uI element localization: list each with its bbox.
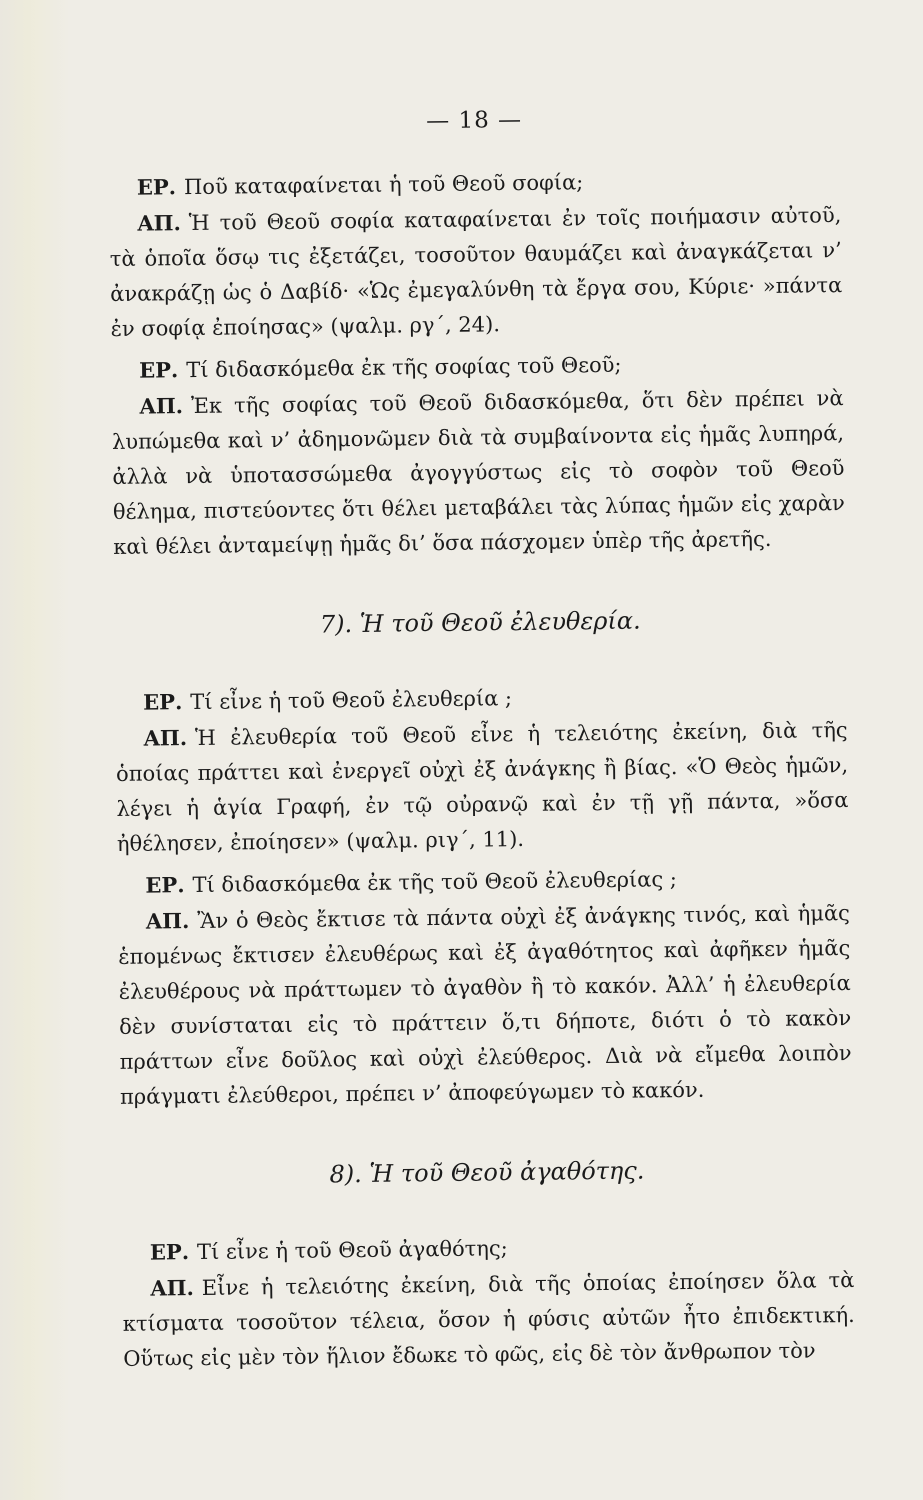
page-fold-shadow [0, 0, 70, 1500]
answer-text: Ἂν ὁ Θεὸς ἔκτισε τὰ πάντα οὐχὶ ἐξ ἀνάγκης τινός, καὶ ἡμᾶς ἑπομένως ἔκτισεν ἐλευθέρως καὶ ἐξ ἀγαθότητος καὶ ἀφῆκεν ἡμᾶς ἐλευθέρους νὰ πράττωμεν τὸ ἀγαθὸν ἢ τὸ κακόν. Ἀλλ’ ἡ ἐλευθερία δὲν συνίσταται εἰς τὸ πράττειν ὅ,τι δήποτε, διότι ὁ τὸ κακὸν πράττων εἶνε δοῦλος καὶ οὐχὶ ἐλεύθερος. Διὰ νὰ εἴμεθα λοιπὸν πράγματι ἐλεύθεροι, πρέπει ν’ ἀποφεύγωμεν τὸ κακόν. [118, 900, 852, 1109]
page-content [108, 103, 855, 1383]
answer-paragraph [122, 1262, 855, 1377]
answer-text: Εἶνε ἡ τελειότης ἐκείνη, διὰ τῆς ὁποίας ἐποίησεν ὅλα τὰ κτίσματα τοσοῦτον τέλεια, ὅσον ἡ φύσις αὐτῶν ἦτο ἐπιδεκτική. Οὕτως εἰς μὲν τὸν ἥλιον ἔδωκε τὸ φῶς, εἰς δὲ τὸν ἄνθρωπον τὸν [122, 1267, 855, 1371]
answer-label: ΑΠ. [143, 725, 188, 751]
section-heading-goodness: 8). Ἡ τοῦ Θεοῦ ἀγαθότης. [329, 1156, 645, 1189]
answer-paragraph [111, 380, 845, 565]
answer-paragraph [115, 712, 849, 862]
question-text: Τί διδασκόμεθα ἐκ τῆς σοφίας τοῦ Θεοῦ; [186, 352, 622, 383]
question-text: Τί διδασκόμεθα ἐκ τῆς τοῦ Θεοῦ ἐλευθερίας ; [192, 867, 678, 898]
question-label: ΕΡ. [143, 689, 183, 715]
answer-label: ΑΠ. [145, 908, 190, 934]
answer-text: Ἡ τοῦ Θεοῦ σοφία καταφαίνεται ἐν τοῖς ποιήμασιν αὐτοῦ, τὰ ὁποῖα ὅσῳ τις ἐξετάζει, τοσοῦτον θαυμάζει καὶ ἀναγκάζεται ν’ ἀνακράζῃ ὡς ὁ Δαβίδ· «Ὡς ἐμεγαλύνθη τὰ ἔργα σου, Κύριε· »πάντα ἐν σοφίᾳ ἐποίησας» (ψαλμ. ργ΄, 24). [109, 203, 843, 341]
answer-label: ΑΠ. [139, 393, 184, 419]
answer-label: ΑΠ. [137, 210, 181, 236]
question-label: ΕΡ. [139, 357, 179, 383]
section-heading-freedom: 7). Ἡ τοῦ Θεοῦ ἐλευθερία. [319, 606, 641, 639]
answer-text: Ἡ ἐλευθερία τοῦ Θεοῦ εἶνε ἡ τελειότης ἐκείνη, διὰ τῆς ὁποίας πράττει καὶ ἐνεργεῖ οὐχὶ ἐξ ἀνάγκης ἢ βίας. «Ὁ Θεὸς ἡμῶν, λέγει ἡ ἁγία Γραφή, ἐν τῷ οὐρανῷ καὶ ἐν τῇ γῇ πάντα, »ὅσα ἠθέλησεν, ἐποίησεν» (ψαλμ. ριγ΄, 11). [115, 718, 849, 856]
answer-paragraph [109, 197, 843, 347]
question-label: ΕΡ. [149, 1239, 190, 1265]
question-label: ΕΡ. [145, 872, 185, 898]
question-text: Ποῦ καταφαίνεται ἡ τοῦ Θεοῦ σοφία; [183, 170, 584, 200]
question-label: ΕΡ. [136, 174, 177, 200]
page-number: — 18 — [426, 106, 523, 135]
question-text: Τί εἶνε ἡ τοῦ Θεοῦ ἐλευθερία ; [190, 686, 513, 715]
answer-label: ΑΠ. [150, 1275, 194, 1301]
answer-paragraph [118, 895, 853, 1115]
answer-text: Ἐκ τῆς σοφίας τοῦ Θεοῦ διδασκόμεθα, ὅτι δὲν πρέπει νὰ λυπώμεθα καὶ ν’ ἀδημονῶμεν διὰ τὰ συμβαίνοντα εἰς ἡμᾶς λυπηρά, ἀλλὰ νὰ ὑποτασσώμεθα ἀγογγύστως εἰς τὸ σοφὸν τοῦ Θεοῦ θέλημα, πιστεύοντες ὅτι θέλει μεταβάλει τὰς λύπας ἡμῶν εἰς χαρὰν καὶ θέλει ἀνταμείψῃ ἡμᾶς δι’ ὅσα πάσχομεν ὑπὲρ τῆς ἀρετῆς. [111, 386, 845, 559]
question-text: Τί εἶνε ἡ τοῦ Θεοῦ ἀγαθότης; [196, 1236, 508, 1264]
